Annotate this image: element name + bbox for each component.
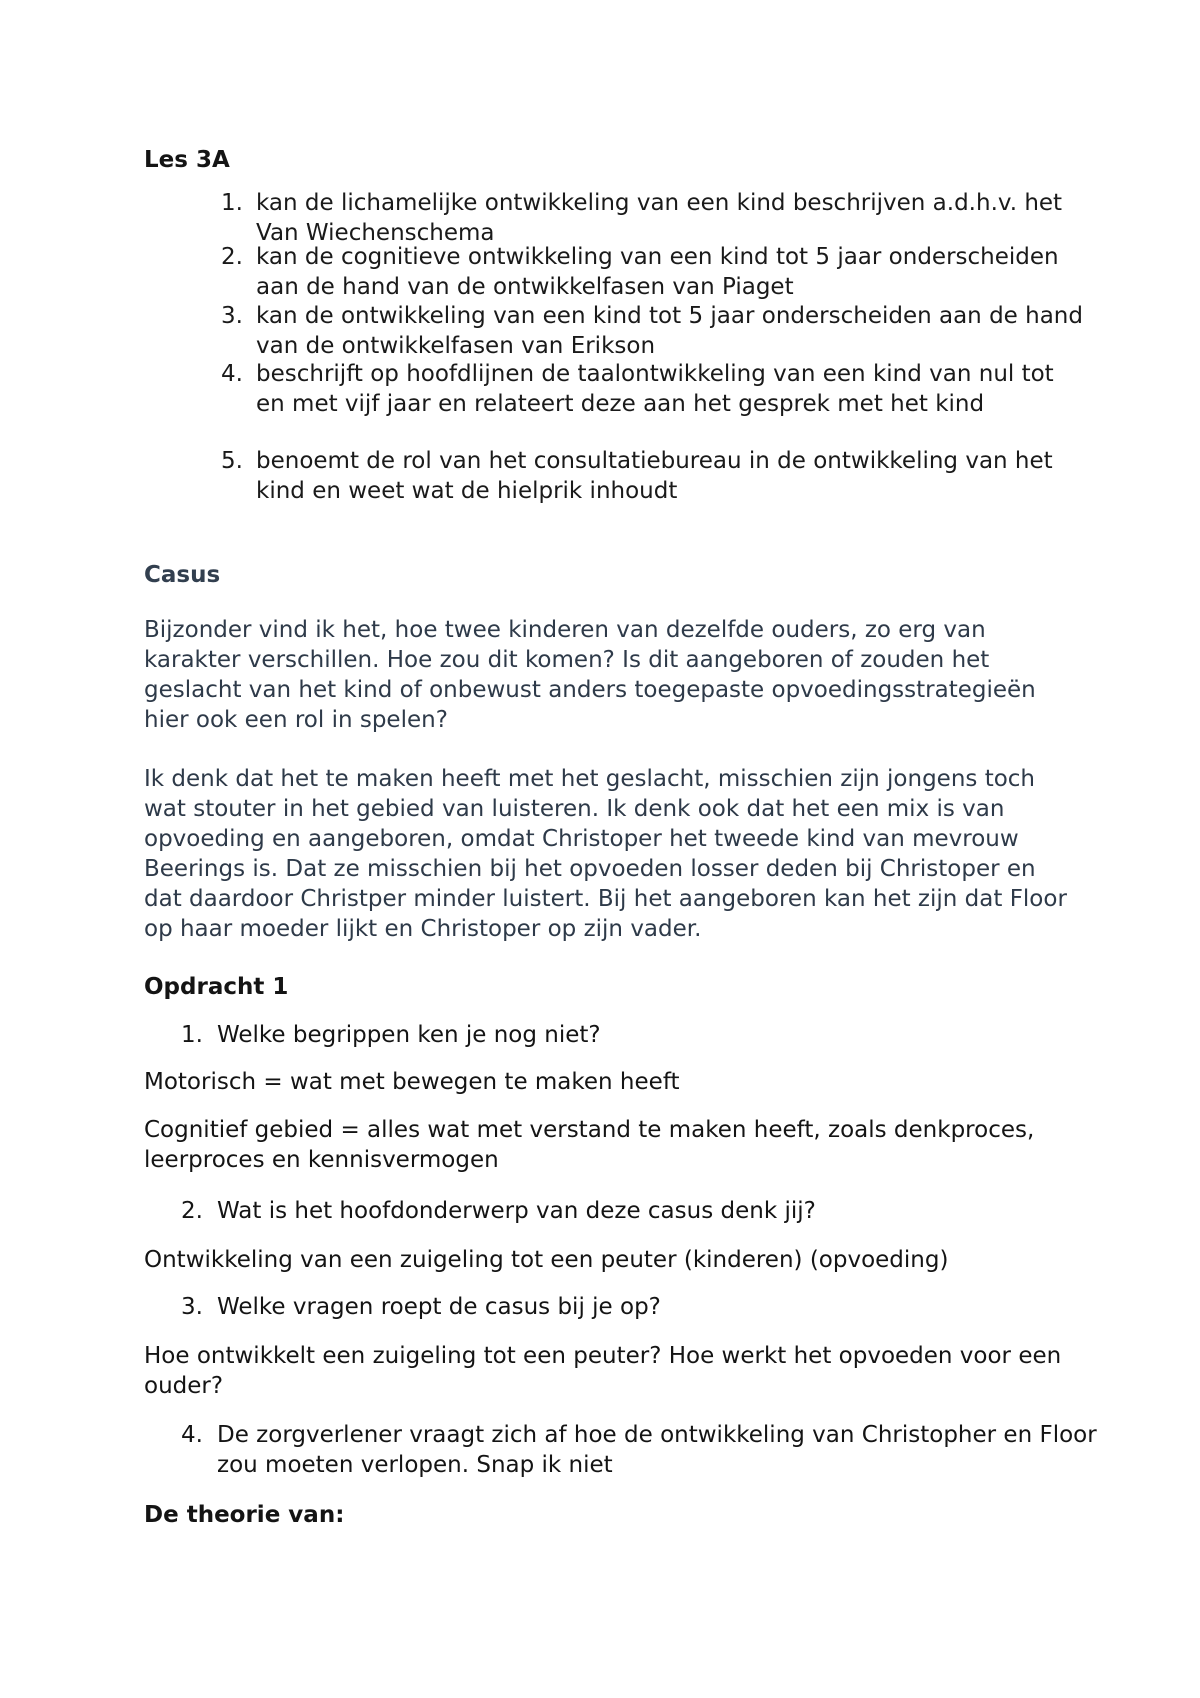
question-text: Wat is het hoofdonderwerp van deze casus denk jij? [217,1198,816,1224]
question-item [181,1196,1074,1226]
answer-3: Hoe ontwikkelt een zuigeling tot een peuter? Hoe werkt het opvoeden voor een ouder? [144,1343,1062,1399]
list-number: 3. [181,1294,203,1320]
list-number: 2. [221,244,243,270]
assignment-heading: Opdracht 1 [144,974,289,1000]
answer-1-cognitief: Cognitief gebied = alles wat met verstand te maken heeft, zoals denkproces, leerproces en kennisvermogen [144,1117,1035,1173]
list-number: 1. [181,1022,203,1048]
list-number: 4. [221,361,243,387]
lesson-title: Les 3A [144,147,230,173]
casus-paragraph-2: Ik denk dat het te maken heeft met het geslacht, misschien zijn jongens toch wat stouter in het gebied van luisteren. Ik denk ook dat het een mix is van opvoeding en aangeboren, omdat Christoper het tweede kind van mevrouw Beerings is. Dat ze misschien bij het opvoeden losser deden bij Christoper en dat daardoor Christper minder luistert. Bij het aangeboren kan het zijn dat Floor op haar moeder lijkt en Christoper op zijn vader. [144,766,1067,942]
casus-heading: Casus [144,562,221,588]
question-text: Welke begrippen ken je nog niet? [217,1022,601,1048]
goal-text: benoemt de rol van het consultatiebureau in de ontwikkeling van het kind en weet wat de hielprik inhoudt [256,448,1053,504]
theory-heading: De theorie van: [144,1502,345,1528]
learning-goal-3 [221,301,1086,359]
learning-goals-list [221,188,1086,504]
goal-text: kan de ontwikkeling van een kind tot 5 jaar onderscheiden aan de hand van de ontwikkelfasen van Erikson [256,303,1083,359]
list-number: 4. [181,1422,203,1448]
list-number: 5. [221,448,243,474]
list-number: 3. [221,303,243,329]
question-item [181,1020,1074,1050]
question-text: De zorgverlener vraagt zich af hoe de ontwikkeling van Christopher en Floor zou moeten verlopen. Snap ik niet [217,1422,1097,1478]
answer-1-motorisch: Motorisch = wat met bewegen te maken heeft [144,1069,680,1095]
list-number: 2. [181,1198,203,1224]
question-item [181,1420,1097,1480]
learning-goal-2 [221,242,1086,301]
question-3 [181,1292,1074,1322]
goal-text: kan de lichamelijke ontwikkeling van een kind beschrijven a.d.h.v. het Van Wiechenschema [256,190,1063,246]
goal-text: beschrijft op hoofdlijnen de taalontwikkeling van een kind van nul tot en met vijf jaar en relateert deze aan het gesprek met het kind [256,361,1054,417]
question-text: Welke vragen roept de casus bij je op? [217,1294,661,1320]
learning-goal-5 [221,446,1086,504]
question-item [181,1292,1074,1322]
goal-text: kan de cognitieve ontwikkeling van een kind tot 5 jaar onderscheiden aan de hand van de ontwikkelfasen van Piaget [256,244,1059,300]
question-1 [181,1020,1074,1050]
question-2 [181,1196,1074,1226]
list-number: 1. [221,190,243,216]
question-4 [181,1420,1097,1480]
learning-goal-4 [221,359,1086,446]
learning-goal-1 [221,188,1086,246]
casus-paragraph-1: Bijzonder vind ik het, hoe twee kinderen van dezelfde ouders, zo erg van karakter verschillen. Hoe zou dit komen? Is dit aangeboren of zouden het geslacht van het kind of onbewust anders toegepaste opvoedingsstrategieën hier ook een rol in spelen? [144,617,1036,733]
answer-2: Ontwikkeling van een zuigeling tot een peuter (kinderen) (opvoeding) [144,1247,949,1273]
